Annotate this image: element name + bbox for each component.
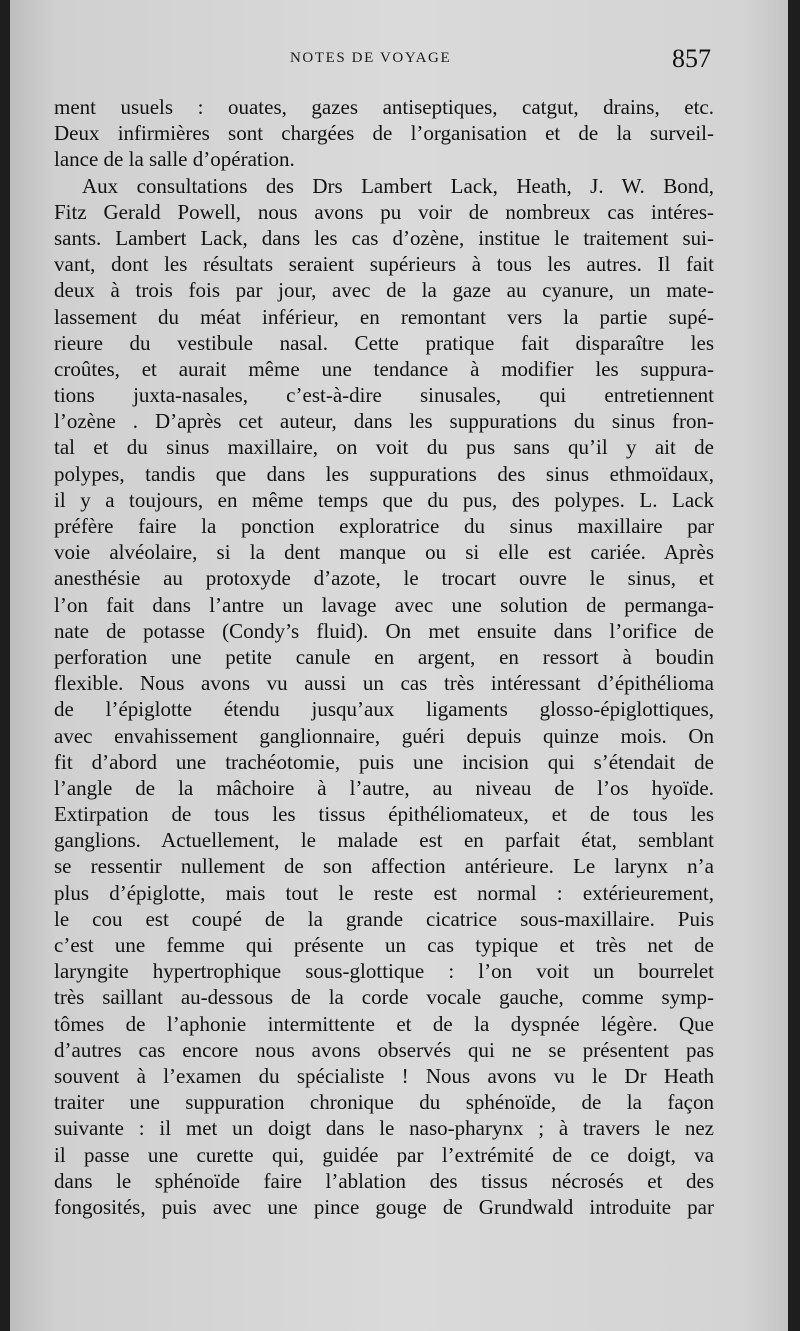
text-line: Extirpation de tous les tissus épithéliomateux, et de tous les <box>54 802 714 827</box>
text-line: il passe une curette qui, guidée par l’extrémité de ce doigt, va <box>54 1142 714 1167</box>
text-line: de l’épiglotte étendu jusqu’aux ligaments glosso-épiglottiques, <box>54 697 714 722</box>
text-line: flexible. Nous avons vu aussi un cas très intéressant d’épithélioma <box>54 671 714 696</box>
text-line: nate de potasse (Condy’s fluid). On met ensuite dans l’orifice de <box>54 618 714 643</box>
text-line: avec envahissement ganglionnaire, guéri depuis quinze mois. On <box>54 723 714 748</box>
text-line: le cou est coupé de la grande cicatrice sous-maxillaire. Puis <box>54 906 714 931</box>
text-line: se ressentir nullement de son affection antérieure. Le larynx n’a <box>54 854 714 879</box>
book-page <box>10 0 788 1331</box>
running-title: NOTES DE VOYAGE <box>290 50 452 66</box>
text-line: laryngite hypertrophique sous-glottique : l’on voit un bourrelet <box>54 959 714 984</box>
text-line: perforation une petite canule en argent, en ressort à boudin <box>54 644 714 669</box>
text-line: lance de la salle d’opération. <box>54 147 295 172</box>
text-line: voie alvéolaire, si la dent manque ou si elle est cariée. Après <box>54 540 714 565</box>
text-line: ganglions. Actuellement, le malade est en parfait état, semblant <box>54 828 714 853</box>
text-line: souvent à l’examen du spécialiste ! Nous avons vu le Dr Heath <box>54 1063 714 1088</box>
text-line: tions juxta-nasales, c’est-à-dire sinusales, qui entretiennent <box>54 383 714 408</box>
text-line: très saillant au-dessous de la corde vocale gauche, comme symp- <box>54 985 714 1010</box>
text-line: c’est une femme qui présente un cas typique et très net de <box>54 933 714 957</box>
text-line: tômes de l’aphonie intermittente et de la dyspnée légère. Que <box>54 1011 714 1036</box>
text-line: sants. Lambert Lack, dans les cas d’ozène, institue le traitement sui- <box>54 225 714 250</box>
text-line: polypes, tandis que dans les suppurations des sinus ethmoïdaux, <box>54 461 714 486</box>
text-line: fit d’abord une trachéotomie, puis une incision qui s’étendait de <box>54 749 714 774</box>
body-text <box>54 94 714 1220</box>
text-line: lassement du méat inférieur, en remontant vers la partie supé- <box>54 304 714 329</box>
text-line: traiter une suppuration chronique du sphénoïde, de la façon <box>54 1090 714 1115</box>
text-line: dans le sphénoïde faire l’ablation des tissus nécrosés et des <box>54 1168 714 1193</box>
text-line: d’autres cas encore nous avons observés qui ne se présentent pas <box>54 1037 714 1062</box>
text-line: tal et du sinus maxillaire, on voit du pus sans qu’il y ait de <box>54 435 714 460</box>
text-line: anesthésie au protoxyde d’azote, le trocart ouvre le sinus, et <box>54 566 714 591</box>
text-line: l’angle de la mâchoire à l’autre, au niveau de l’os hyoïde. <box>54 775 714 800</box>
text-line: vant, dont les résultats seraient supérieurs à tous les autres. Il fait <box>54 252 714 277</box>
text-line: ment usuels : ouates, gazes antiseptiques, catgut, drains, etc. <box>54 95 714 119</box>
text-line: il y a toujours, en même temps que du pus, des polypes. L. Lack <box>54 487 714 512</box>
text-line: Aux consultations des Drs Lambert Lack, Heath, J. W. Bond, <box>82 173 714 198</box>
text-line: l’on fait dans l’antre un lavage avec une solution de permanga- <box>54 592 714 617</box>
text-line: deux à trois fois par jour, avec de la gaze au cyanure, un mate- <box>54 278 714 303</box>
text-line: préfère faire la ponction exploratrice du sinus maxillaire par <box>54 514 714 538</box>
text-line: Deux infirmières sont chargées de l’organisation et de la surveil- <box>54 121 714 146</box>
text-line: l’ozène . D’après cet auteur, dans les suppurations du sinus fron- <box>54 409 714 434</box>
text-line: Fitz Gerald Powell, nous avons pu voir de nombreux cas intéres- <box>54 199 714 224</box>
text-line: croûtes, et aurait même une tendance à modifier les suppura- <box>54 356 714 381</box>
page-number: 857 <box>672 44 711 73</box>
text-line: fongosités, puis avec une pince gouge de Grundwald introduite par <box>54 1194 714 1219</box>
text-line: plus d’épiglotte, mais tout le reste est normal : extérieurement, <box>54 880 714 905</box>
text-line: suivante : il met un doigt dans le naso-pharynx ; à travers le nez <box>54 1116 714 1141</box>
text-line: rieure du vestibule nasal. Cette pratique fait disparaître les <box>54 330 714 355</box>
